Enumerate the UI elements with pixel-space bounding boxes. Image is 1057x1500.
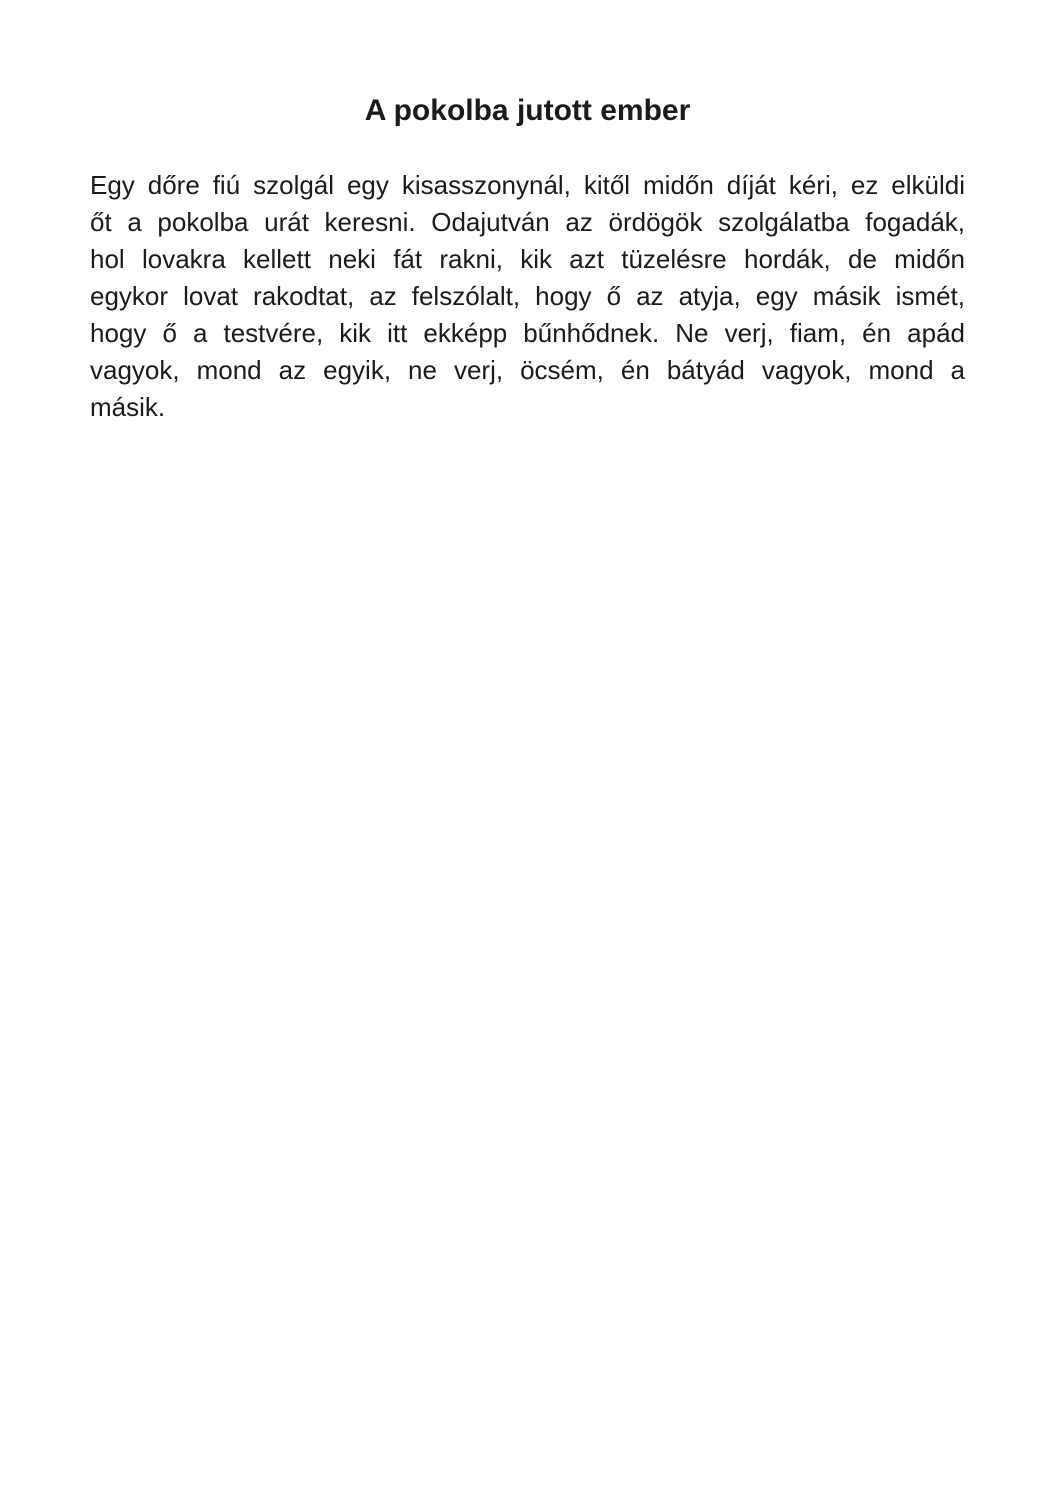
- paragraph-line-5: hogy ő a testvére, kik itt ekképp bűnhődnek. Ne verj, fiam, én apád: [90, 318, 965, 348]
- document-title: A pokolba jutott ember: [364, 94, 691, 127]
- paragraph-line-7: másik.: [90, 392, 166, 422]
- body-paragraph: [90, 167, 965, 426]
- paragraph-line-2: őt a pokolba urát keresni. Odajutván az ördögök szolgálatba fogadák,: [90, 207, 965, 237]
- paragraph-line-3: hol lovakra kellett neki fát rakni, kik azt tüzelésre hordák, de midőn: [90, 244, 965, 274]
- paragraph-line-4: egykor lovat rakodtat, az felszólalt, hogy ő az atyja, egy másik ismét,: [90, 281, 965, 311]
- paragraph-line-6: vagyok, mond az egyik, ne verj, öcsém, én bátyád vagyok, mond a: [90, 355, 965, 385]
- paragraph-line-1: Egy dőre fiú szolgál egy kisasszonynál, kitől midőn díját kéri, ez elküldi: [90, 170, 965, 200]
